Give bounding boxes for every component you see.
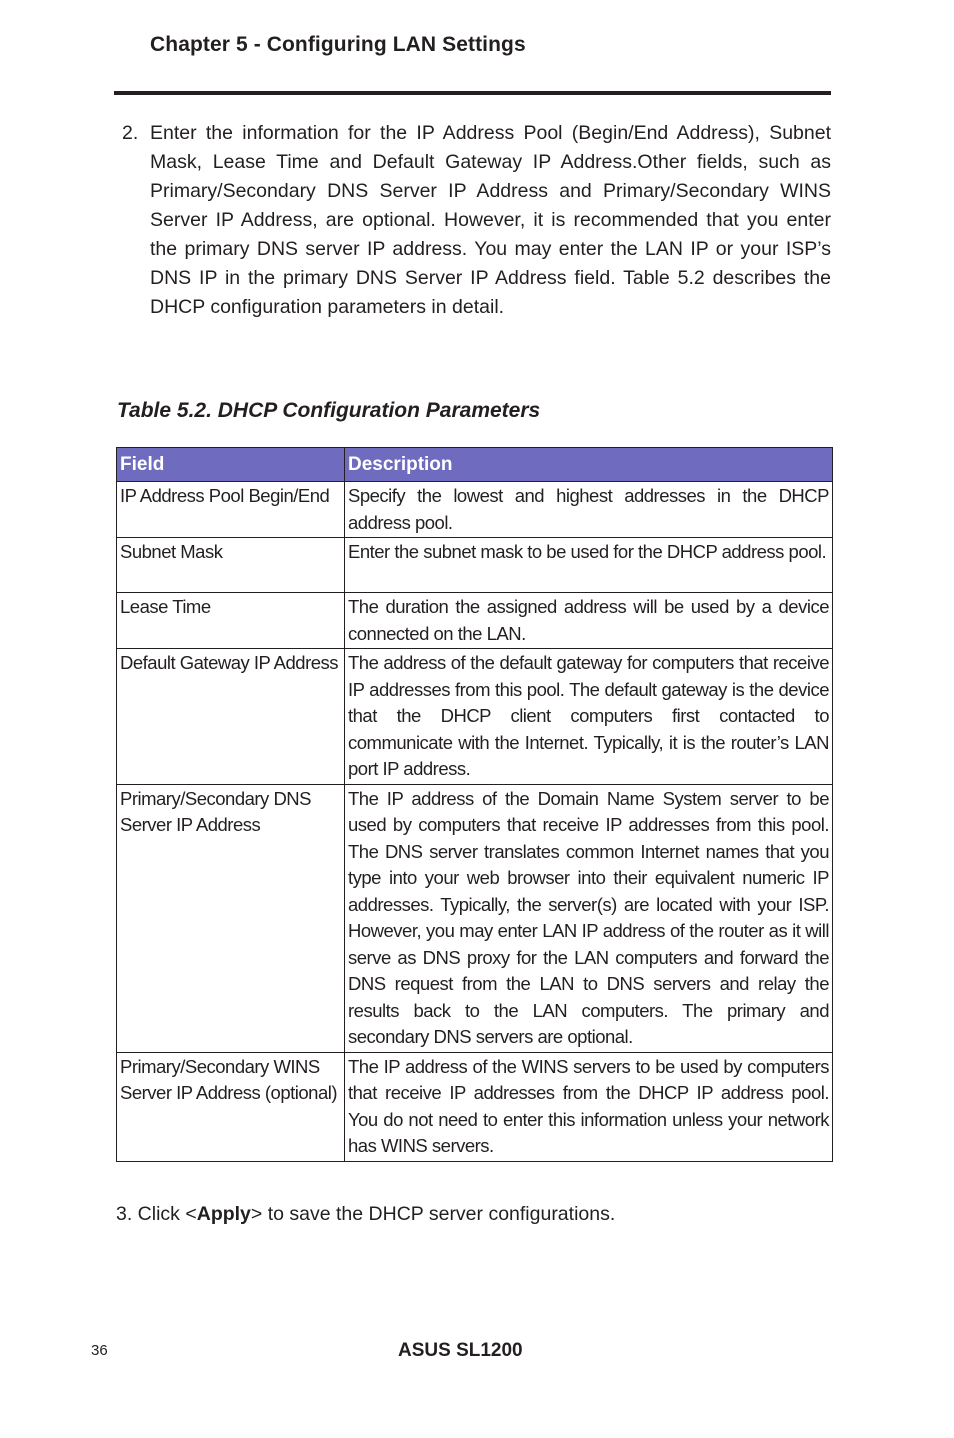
table-row: [117, 649, 833, 785]
description-cell: Specify the lowest and highest addresses in the DHCP address pool.: [345, 482, 833, 538]
step-3-suffix: > to save the DHCP server configurations.: [250, 1203, 616, 1225]
field-cell: Primary/Secondary WINS Server IP Address (optional): [117, 1052, 345, 1161]
header-description: Description: [345, 448, 833, 482]
description-cell: The duration the assigned address will be used by a device connected on the LAN.: [345, 593, 833, 649]
table-row: [117, 593, 833, 649]
step-2: [122, 119, 831, 322]
field-cell: Lease Time: [117, 593, 345, 649]
header-rule: [114, 91, 831, 95]
apply-keyword: Apply: [196, 1203, 251, 1225]
table-row: [117, 1052, 833, 1161]
page-number: 36: [91, 1342, 108, 1359]
field-cell: Default Gateway IP Address: [117, 649, 345, 785]
step-2-number: 2.: [122, 122, 139, 144]
step-2-text: Enter the information for the IP Address Pool (Begin/End Address), Subnet Mask, Lease Time and Default Gateway IP Address.Other fields, such as Primary/Secondary DNS Server IP Address and Primary/Secondary WINS Server IP Address, are optional. However, it is recommended that you enter the primary DNS server IP address. You may enter the LAN IP or your ISP’s DNS IP in the primary DNS Server IP Address field. Table 5.2 describes the DHCP configuration parameters in detail.: [150, 122, 831, 318]
table-row: [117, 784, 833, 1052]
footer-product-name: ASUS SL1200: [398, 1340, 523, 1361]
table-header-row: [117, 448, 833, 482]
header-field: Field: [117, 448, 345, 482]
description-cell: The IP address of the WINS servers to be used by computers that receive IP addresses from the DHCP IP address pool. You do not need to enter this information unless your network has WINS servers.: [345, 1052, 833, 1161]
chapter-title: Chapter 5 - Configuring LAN Settings: [150, 33, 526, 56]
field-cell: Primary/Secondary DNS Server IP Address: [117, 784, 345, 1052]
description-cell: The IP address of the Domain Name System server to be used by computers that receive IP addresses from this pool. The DNS server translates common Internet names that you type into your web browser into their equivalent numeric IP addresses. Typically, the server(s) are located with your ISP. However, you may enter LAN IP address of the router as it will serve as DNS proxy for the LAN computers and forward the DNS request from the LAN to DNS servers and relay the results back to the LAN computers. The primary and secondary DNS servers are optional.: [345, 784, 833, 1052]
field-cell: IP Address Pool Begin/End: [117, 482, 345, 538]
description-cell: Enter the subnet mask to be used for the DHCP address pool.: [345, 538, 833, 593]
table-row: [117, 482, 833, 538]
step-3: [116, 1203, 615, 1226]
table-row: [117, 538, 833, 593]
description-cell: The address of the default gateway for computers that receive IP addresses from this pool. The default gateway is the device that the DHCP client computers first contacted to communicate with the Internet. Typically, it is the router’s LAN port IP address.: [345, 649, 833, 785]
table-caption: Table 5.2. DHCP Configuration Parameters: [117, 399, 541, 422]
step-3-prefix: 3. Click <: [116, 1203, 197, 1225]
dhcp-parameters-table: [116, 447, 833, 1162]
field-cell: Subnet Mask: [117, 538, 345, 593]
